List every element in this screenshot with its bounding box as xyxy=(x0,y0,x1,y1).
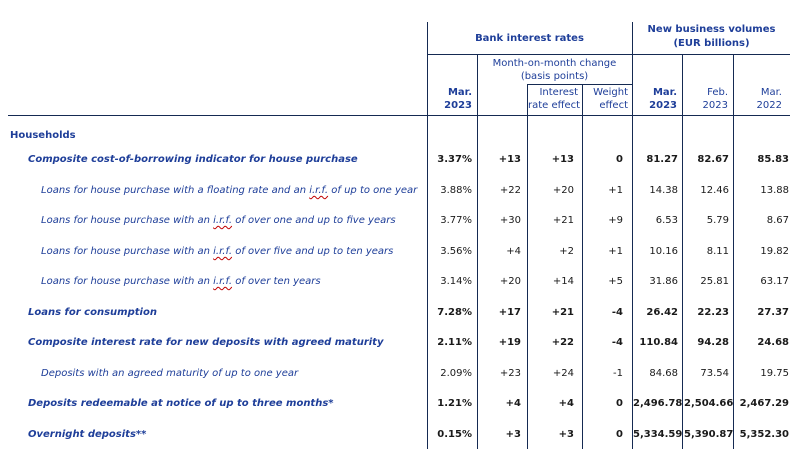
cell-volume-mar2022: 19.82 xyxy=(760,246,789,257)
cell-interest-effect: +4 xyxy=(558,398,574,409)
cell-volume-feb2023: 8.11 xyxy=(706,246,729,257)
header-eur-billions: (EUR billions) xyxy=(673,38,750,49)
row-label-text: Deposits with an agreed maturity of up to one year xyxy=(41,368,299,379)
table-row xyxy=(0,367,800,381)
col-header-rate-year: 2023 xyxy=(444,100,472,111)
row-label xyxy=(28,336,383,350)
spellcheck-word: i.r.f. xyxy=(213,215,233,226)
cell-rate: 7.28% xyxy=(437,307,472,318)
row-label-text: Loans for house purchase with a floating rate and an xyxy=(41,185,310,196)
cell-interest-effect: +22 xyxy=(551,337,574,348)
cell-interest-effect: +3 xyxy=(558,429,574,440)
cell-rate: 3.88% xyxy=(440,185,472,196)
row-label-text: Loans for house purchase with an xyxy=(41,276,214,287)
cell-volume-feb2023: 12.46 xyxy=(700,185,729,196)
cell-volume-mar2022: 8.67 xyxy=(766,215,789,226)
table-row xyxy=(0,336,800,350)
cell-volume-feb2023: 73.54 xyxy=(700,368,729,379)
row-label-text: Loans for house purchase with an xyxy=(41,215,214,226)
cell-interest-effect: +24 xyxy=(552,368,574,379)
cell-weight-effect: 0 xyxy=(616,398,623,409)
header-mom-change: Month-on-month change xyxy=(492,58,617,69)
cell-change: +19 xyxy=(498,337,521,348)
header-new-business-volumes: New business volumes xyxy=(647,24,776,35)
cell-interest-effect: +14 xyxy=(552,276,574,287)
subheader-divider xyxy=(527,84,632,85)
cell-volume-mar2023: 2,496.78 xyxy=(633,398,683,409)
cell-change: +4 xyxy=(506,246,521,257)
cell-volume-mar2022: 24.68 xyxy=(757,337,789,348)
row-label xyxy=(41,245,393,259)
spellcheck-word: i.r.f. xyxy=(213,246,233,257)
cell-interest-effect: +20 xyxy=(552,185,574,196)
row-label-text: Loans for house purchase with an xyxy=(41,246,214,257)
cell-weight-effect: -4 xyxy=(611,337,623,348)
cell-weight-effect: -4 xyxy=(611,307,623,318)
cell-change: +22 xyxy=(499,185,521,196)
row-label xyxy=(28,428,146,442)
section-label: Households xyxy=(10,130,76,141)
col-header-weight-effect: Weight xyxy=(593,87,628,98)
cell-volume-feb2023: 5,390.87 xyxy=(684,429,734,440)
cell-volume-feb2023: 82.67 xyxy=(697,154,729,165)
cell-rate: 1.21% xyxy=(437,398,472,409)
row-label-text: Composite interest rate for new deposits with agreed maturity xyxy=(28,337,384,348)
cell-rate: 0.15% xyxy=(437,429,472,440)
table-row xyxy=(0,306,800,320)
row-label-text: Loans for consumption xyxy=(28,307,157,318)
cell-weight-effect: -1 xyxy=(613,368,623,379)
cell-volume-mar2023: 5,334.59 xyxy=(633,429,683,440)
table-row xyxy=(0,153,800,167)
cell-change: +17 xyxy=(498,307,521,318)
cell-volume-feb2023: 94.28 xyxy=(697,337,729,348)
table-row xyxy=(0,245,800,259)
cell-rate: 2.09% xyxy=(440,368,472,379)
col-header-vol-mar2022: Mar. xyxy=(760,87,782,98)
cell-change: +13 xyxy=(498,154,521,165)
cell-rate: 3.37% xyxy=(437,154,472,165)
row-label xyxy=(28,397,334,411)
cell-volume-mar2022: 5,352.30 xyxy=(739,429,789,440)
col-header-interest-effect-2: rate effect xyxy=(528,100,581,111)
row-label xyxy=(28,153,358,167)
col-header-interest-effect: Interest xyxy=(539,87,578,98)
cell-weight-effect: 0 xyxy=(616,154,623,165)
cell-weight-effect: +5 xyxy=(608,276,623,287)
cell-interest-effect: +2 xyxy=(559,246,574,257)
cell-volume-feb2023: 2,504.66 xyxy=(684,398,734,409)
row-label-text: Overnight deposits** xyxy=(28,429,147,440)
row-label-tail: of over five and up to ten years xyxy=(232,246,394,257)
cell-change: +4 xyxy=(505,398,521,409)
header-bank-interest-rates: Bank interest rates xyxy=(475,33,584,44)
row-label-tail: of over ten years xyxy=(232,276,321,287)
row-label xyxy=(41,367,298,381)
row-label-text: Composite cost-of-borrowing indicator for house purchase xyxy=(28,154,358,165)
cell-volume-mar2022: 2,467.29 xyxy=(739,398,789,409)
row-label xyxy=(41,214,396,228)
cell-volume-mar2023: 10.16 xyxy=(649,246,678,257)
cell-volume-mar2023: 14.38 xyxy=(649,185,678,196)
col-header-vol-feb2023: Feb. xyxy=(707,87,728,98)
cell-volume-mar2023: 26.42 xyxy=(646,307,678,318)
spellcheck-word: i.r.f. xyxy=(213,276,233,287)
cell-volume-mar2022: 85.83 xyxy=(757,154,789,165)
spellcheck-word: i.r.f. xyxy=(309,185,329,196)
table-row xyxy=(0,184,800,198)
cell-volume-feb2023: 25.81 xyxy=(700,276,729,287)
row-label xyxy=(28,306,157,320)
header-divider xyxy=(427,54,790,55)
cell-volume-mar2023: 6.53 xyxy=(655,215,678,226)
table-row xyxy=(0,214,800,228)
cell-change: +3 xyxy=(505,429,521,440)
col-header-rate-month: Mar. xyxy=(447,87,472,98)
cell-rate: 3.77% xyxy=(440,215,472,226)
cell-volume-mar2023: 81.27 xyxy=(646,154,678,165)
cell-volume-mar2022: 13.88 xyxy=(760,185,789,196)
cell-change: +20 xyxy=(499,276,521,287)
col-header-vol-mar2023: Mar. xyxy=(652,87,677,98)
cell-volume-mar2022: 19.75 xyxy=(760,368,789,379)
col-header-vol-mar2022-2: 2022 xyxy=(756,100,782,111)
header-basis-points: (basis points) xyxy=(520,71,589,82)
cell-weight-effect: 0 xyxy=(616,429,623,440)
cell-volume-feb2023: 22.23 xyxy=(697,307,729,318)
cell-volume-mar2022: 27.37 xyxy=(757,307,789,318)
cell-change: +23 xyxy=(499,368,521,379)
cell-rate: 2.11% xyxy=(437,337,472,348)
cell-rate: 3.14% xyxy=(440,276,472,287)
cell-interest-effect: +21 xyxy=(551,307,574,318)
cell-weight-effect: +9 xyxy=(608,215,623,226)
cell-change: +30 xyxy=(499,215,521,226)
row-label xyxy=(41,184,417,198)
row-label-tail: of over one and up to five years xyxy=(232,215,396,226)
cell-weight-effect: +1 xyxy=(608,185,623,196)
header-body-divider xyxy=(8,115,790,116)
row-label-text: Deposits redeemable at notice of up to three months* xyxy=(28,398,334,409)
cell-volume-mar2023: 110.84 xyxy=(639,337,678,348)
cell-interest-effect: +13 xyxy=(551,154,574,165)
cell-rate: 3.56% xyxy=(440,246,472,257)
cell-volume-feb2023: 5.79 xyxy=(706,215,729,226)
cell-weight-effect: +1 xyxy=(608,246,623,257)
row-label-tail: of up to one year xyxy=(328,185,418,196)
table-row xyxy=(0,428,800,442)
col-header-vol-feb2023-2: 2023 xyxy=(702,100,728,111)
cell-volume-mar2023: 84.68 xyxy=(649,368,678,379)
cell-interest-effect: +21 xyxy=(552,215,574,226)
col-header-vol-mar2023-2: 2023 xyxy=(649,100,677,111)
row-label xyxy=(41,275,321,289)
table-row xyxy=(0,275,800,289)
cell-volume-mar2022: 63.17 xyxy=(760,276,789,287)
section-households xyxy=(0,129,800,143)
cell-volume-mar2023: 31.86 xyxy=(649,276,678,287)
table-row xyxy=(0,397,800,411)
col-header-weight-effect-2: effect xyxy=(599,100,628,111)
